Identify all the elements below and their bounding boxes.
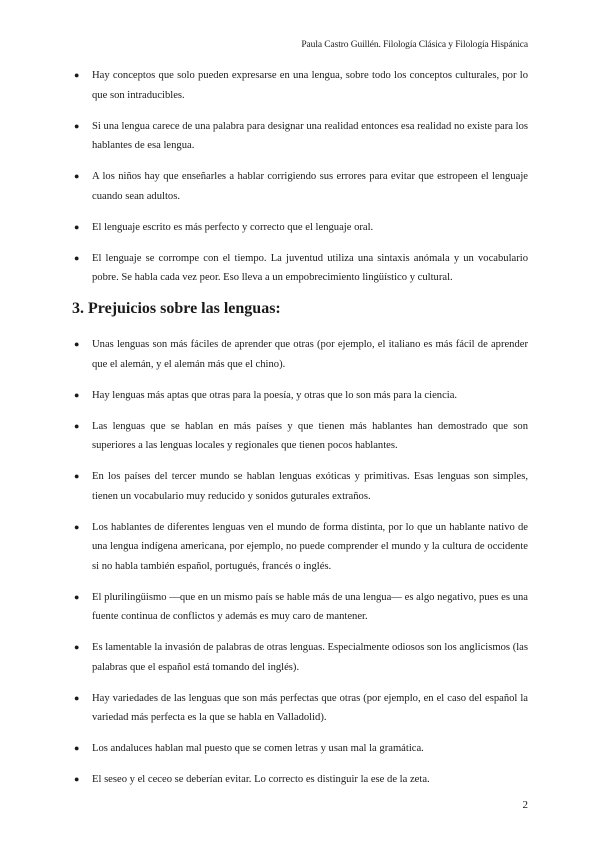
list-item: ● El seseo y el ceceo se deberían evitar. Lo correcto es distinguir la ese de la zeta. [72,770,528,790]
bullet-icon: ● [74,221,80,232]
page-header: Paula Castro Guillén. Filología Clásica y Filología Hispánica [301,40,528,50]
list-item: ● Hay lenguas más aptas que otras para la poesía, y otras que lo son más para la ciencia. [72,386,528,406]
list-item: ● A los niños hay que enseñarles a hablar corrigiendo sus errores para evitar que estropeen el lenguaje cuando sean adultos. [72,167,528,206]
list-item: ● En los países del tercer mundo se hablan lenguas exóticas y primitivas. Esas lenguas son simples, tienen un vocabulario muy reducido y sonidos guturales extraños. [72,467,528,506]
bullet-icon: ● [74,591,80,602]
bullet-icon: ● [74,774,80,784]
list-item: ● Las lenguas que se hablan en más países y que tienen más hablantes han demostrado que son superiores a las lenguas locales y regionales que tienen pocos hablantes. [72,417,528,456]
list-item: ● El lenguaje escrito es más perfecto y correcto que el lenguaje oral. [72,218,528,238]
bullet-icon: ● [74,171,80,181]
bullet-icon: ● [74,521,80,532]
bullet-icon: ● [74,120,80,131]
bullet-icon: ● [74,692,80,703]
bullet-list-prejudices-languages [72,335,528,790]
document-body [72,66,528,801]
bullet-icon: ● [74,389,80,400]
list-item: ● El plurilingüismo —que en un mismo país se hable más de una lengua— es algo negativo, pues es una fuente continua de conflictos y además es muy caro de mantener. [72,588,528,627]
bullet-icon: ● [74,339,80,349]
bullet-icon: ● [74,471,80,481]
list-item: ● Los andaluces hablan mal puesto que se comen letras y usan mal la gramática. [72,739,528,759]
page-number: 2 [522,799,528,811]
bullet-icon: ● [74,252,80,263]
list-item: ● El lenguaje se corrompe con el tiempo. La juventud utiliza una sintaxis anómala y un vocabulario pobre. Se habla cada vez peor. Eso lleva a un empobrecimiento lingüístico y cultural. [72,249,528,288]
bullet-list-prejudices-language [72,66,528,288]
bullet-icon: ● [74,743,80,753]
list-item: ● Es lamentable la invasión de palabras de otras lenguas. Especialmente odiosos son los anglicismos (las palabras que el español está tomando del inglés). [72,638,528,677]
list-item: ● Unas lenguas son más fáciles de aprender que otras (por ejemplo, el italiano es más fácil de aprender que el alemán, y el alemán más que el chino). [72,335,528,374]
list-item: ● Hay conceptos que solo pueden expresarse en una lengua, sobre todo los conceptos culturales, por lo que son intraducibles. [72,66,528,105]
bullet-icon: ● [74,642,80,652]
section-heading: 3. Prejuicios sobre las lenguas: [72,300,281,317]
list-item: ● Si una lengua carece de una palabra para designar una realidad entonces esa realidad no existe para los hablantes de esa lengua. [72,117,528,156]
bullet-icon: ● [74,420,80,431]
list-item: ● Los hablantes de diferentes lenguas ven el mundo de forma distinta, por lo que un hablante nativo de una lengua indígena americana, por ejemplo, no puede comprender el mundo y la cultura de occidente si no habla también español, portugués, francés o inglés. [72,518,528,577]
list-item: ● Hay variedades de las lenguas que son más perfectas que otras (por ejemplo, en el caso del español la variedad más perfecta es la que se habla en Valladolid). [72,689,528,728]
bullet-icon: ● [74,70,80,80]
